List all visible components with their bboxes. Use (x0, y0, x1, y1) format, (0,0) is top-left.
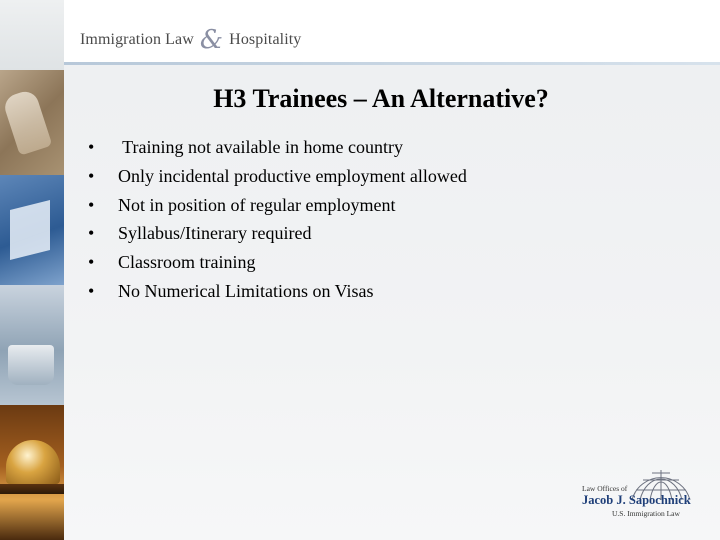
bullet-text: Only incidental productive employment allowed (118, 165, 467, 186)
bullet-item (88, 166, 467, 195)
bullet-text: No Numerical Limitations on Visas (118, 280, 374, 301)
bullet-marker: • (88, 137, 95, 157)
bullet-text: Classroom training (118, 252, 256, 273)
slide-title: H3 Trainees – An Alternative? (213, 84, 549, 113)
bullet-item (88, 195, 467, 224)
bullet-list (88, 137, 467, 310)
photo-panel-top (0, 0, 64, 70)
bullet-marker: • (88, 280, 95, 301)
bullet-item (88, 137, 467, 166)
header-brand (80, 25, 302, 55)
cooking-pot-image (8, 345, 54, 385)
bullet-text: Syllabus/Itinerary required (118, 223, 312, 244)
service-bell-base (0, 484, 64, 494)
header-brand-right: Hospitality (229, 31, 302, 48)
logo-firm-name: Jacob J. Sapochnick (582, 493, 691, 507)
bullet-marker: • (88, 194, 95, 215)
bullet-text: Not in position of regular employment (118, 194, 396, 215)
logo-tagline: U.S. Immigration Law (612, 509, 680, 518)
bullet-text: Training not available in home country (118, 137, 403, 157)
bullet-marker: • (88, 165, 95, 186)
bullet-item (88, 252, 467, 281)
bullet-marker: • (88, 223, 95, 244)
header-ampersand: & (199, 25, 224, 55)
bullet-item (88, 223, 467, 252)
law-office-logo (580, 460, 700, 520)
header-brand-left: Immigration Law (80, 31, 194, 48)
logo-prefix: Law Offices of (582, 484, 628, 493)
bullet-marker: • (88, 252, 95, 273)
decorative-photo-strip (0, 0, 64, 540)
document-image (10, 200, 50, 260)
bullet-item (88, 281, 467, 310)
